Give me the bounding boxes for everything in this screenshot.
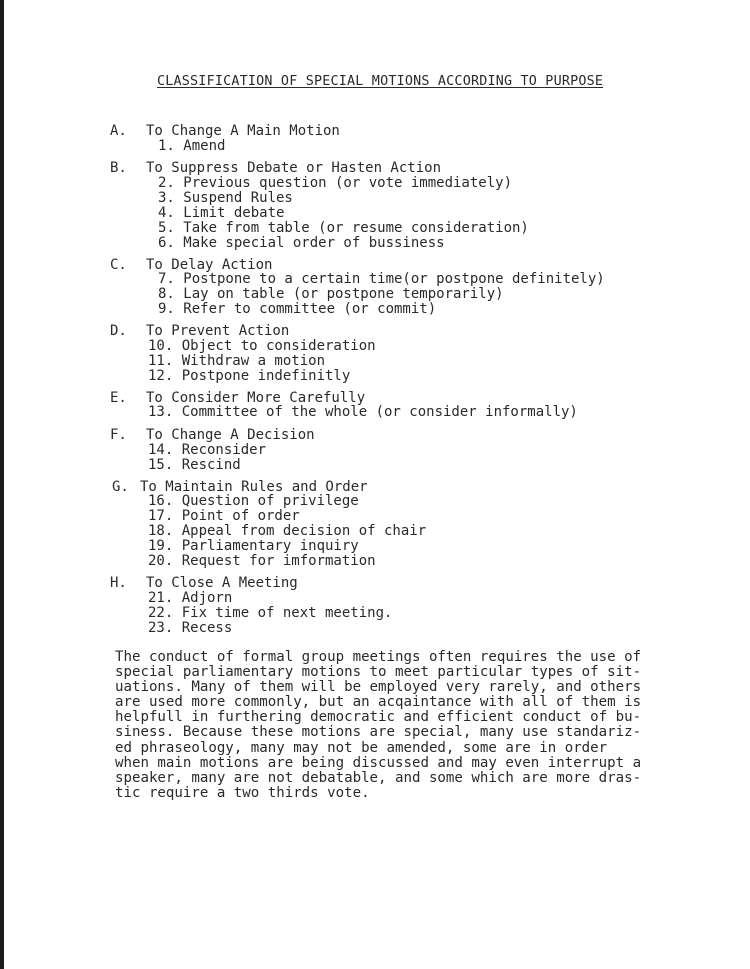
list-item: 8. Lay on table (or postpone temporarily) <box>158 286 504 302</box>
list-item: 15. Rescind <box>148 457 241 473</box>
section-title: To Close A Meeting <box>146 575 298 591</box>
section-title: To Maintain Rules and Order <box>140 479 368 495</box>
list-item: 1. Amend <box>158 138 226 154</box>
section-heading <box>110 124 340 139</box>
page-title: CLASSIFICATION OF SPECIAL MOTIONS ACCORDING TO PURPOSE <box>157 74 604 89</box>
list-item: 21. Adjorn <box>148 590 233 606</box>
paragraph-line: speaker, many are not debatable, and some which are more dras- <box>115 769 642 786</box>
section-letter: H. <box>110 575 127 591</box>
list-item: 23. Recess <box>148 620 233 636</box>
paragraph-line: siness. Because these motions are special, many use standariz- <box>115 724 642 741</box>
list-item: 7. Postpone to a certain time(or postpone definitely) <box>158 271 605 287</box>
section-letter: A. <box>110 123 127 139</box>
section-heading <box>110 428 315 443</box>
section-letter: G. <box>112 479 129 495</box>
list-item: 19. Parliamentary inquiry <box>148 538 359 554</box>
section-title: To Delay Action <box>146 257 273 273</box>
list-item: 14. Reconsider <box>148 442 267 458</box>
section-letter: C. <box>110 257 127 273</box>
section-letter: F. <box>110 427 127 443</box>
section-letter: E. <box>110 390 127 406</box>
list-item: 16. Question of privilege <box>148 493 359 509</box>
list-item: 13. Committee of the whole (or consider informally) <box>148 404 578 420</box>
body-paragraph <box>115 650 641 801</box>
section-title: To Prevent Action <box>146 323 290 339</box>
list-item: 6. Make special order of bussiness <box>158 235 445 251</box>
list-item: 12. Postpone indefinitly <box>148 368 351 384</box>
section-title: To Suppress Debate or Hasten Action <box>146 160 442 176</box>
section-title: To Change A Main Motion <box>146 123 340 139</box>
page-left-edge <box>0 0 4 969</box>
section-heading <box>110 161 441 176</box>
paragraph-line: uations. Many of them will be employed very rarely, and others <box>115 679 642 696</box>
list-item: 3. Suspend Rules <box>158 190 293 206</box>
list-item: 2. Previous question (or vote immediately) <box>158 175 513 191</box>
paragraph-line: ed phraseology, many may not be amended, some are in order <box>115 739 608 756</box>
list-item: 5. Take from table (or resume consideration) <box>158 220 529 236</box>
paragraph-line: helpfull in furthering democratic and efficient conduct of bu- <box>115 709 642 726</box>
paragraph-line: when main motions are being discussed and may even interrupt a <box>115 754 642 771</box>
list-item: 18. Appeal from decision of chair <box>148 523 427 539</box>
section-title: To Change A Decision <box>146 427 315 443</box>
list-item: 10. Object to consideration <box>148 338 376 354</box>
section-letter: B. <box>110 160 127 176</box>
paragraph-line: tic require a two thirds vote. <box>115 784 370 801</box>
section-title: To Consider More Carefully <box>146 390 366 406</box>
section-letter: D. <box>110 323 127 339</box>
section-heading <box>110 576 298 591</box>
list-item: 11. Withdraw a motion <box>148 353 326 369</box>
list-item: 22. Fix time of next meeting. <box>148 605 393 621</box>
paragraph-line: special parliamentary motions to meet particular types of sit- <box>115 664 642 681</box>
list-item: 17. Point of order <box>148 508 300 524</box>
paragraph-line: The conduct of formal group meetings often requires the use of <box>115 649 642 665</box>
list-item: 9. Refer to committee (or commit) <box>158 301 437 317</box>
section-heading <box>110 324 289 339</box>
list-item: 20. Request for imformation <box>148 553 376 569</box>
list-item: 4. Limit debate <box>158 205 285 221</box>
paragraph-line: are used more commonly, but an acqaintance with all of them is <box>115 694 642 711</box>
